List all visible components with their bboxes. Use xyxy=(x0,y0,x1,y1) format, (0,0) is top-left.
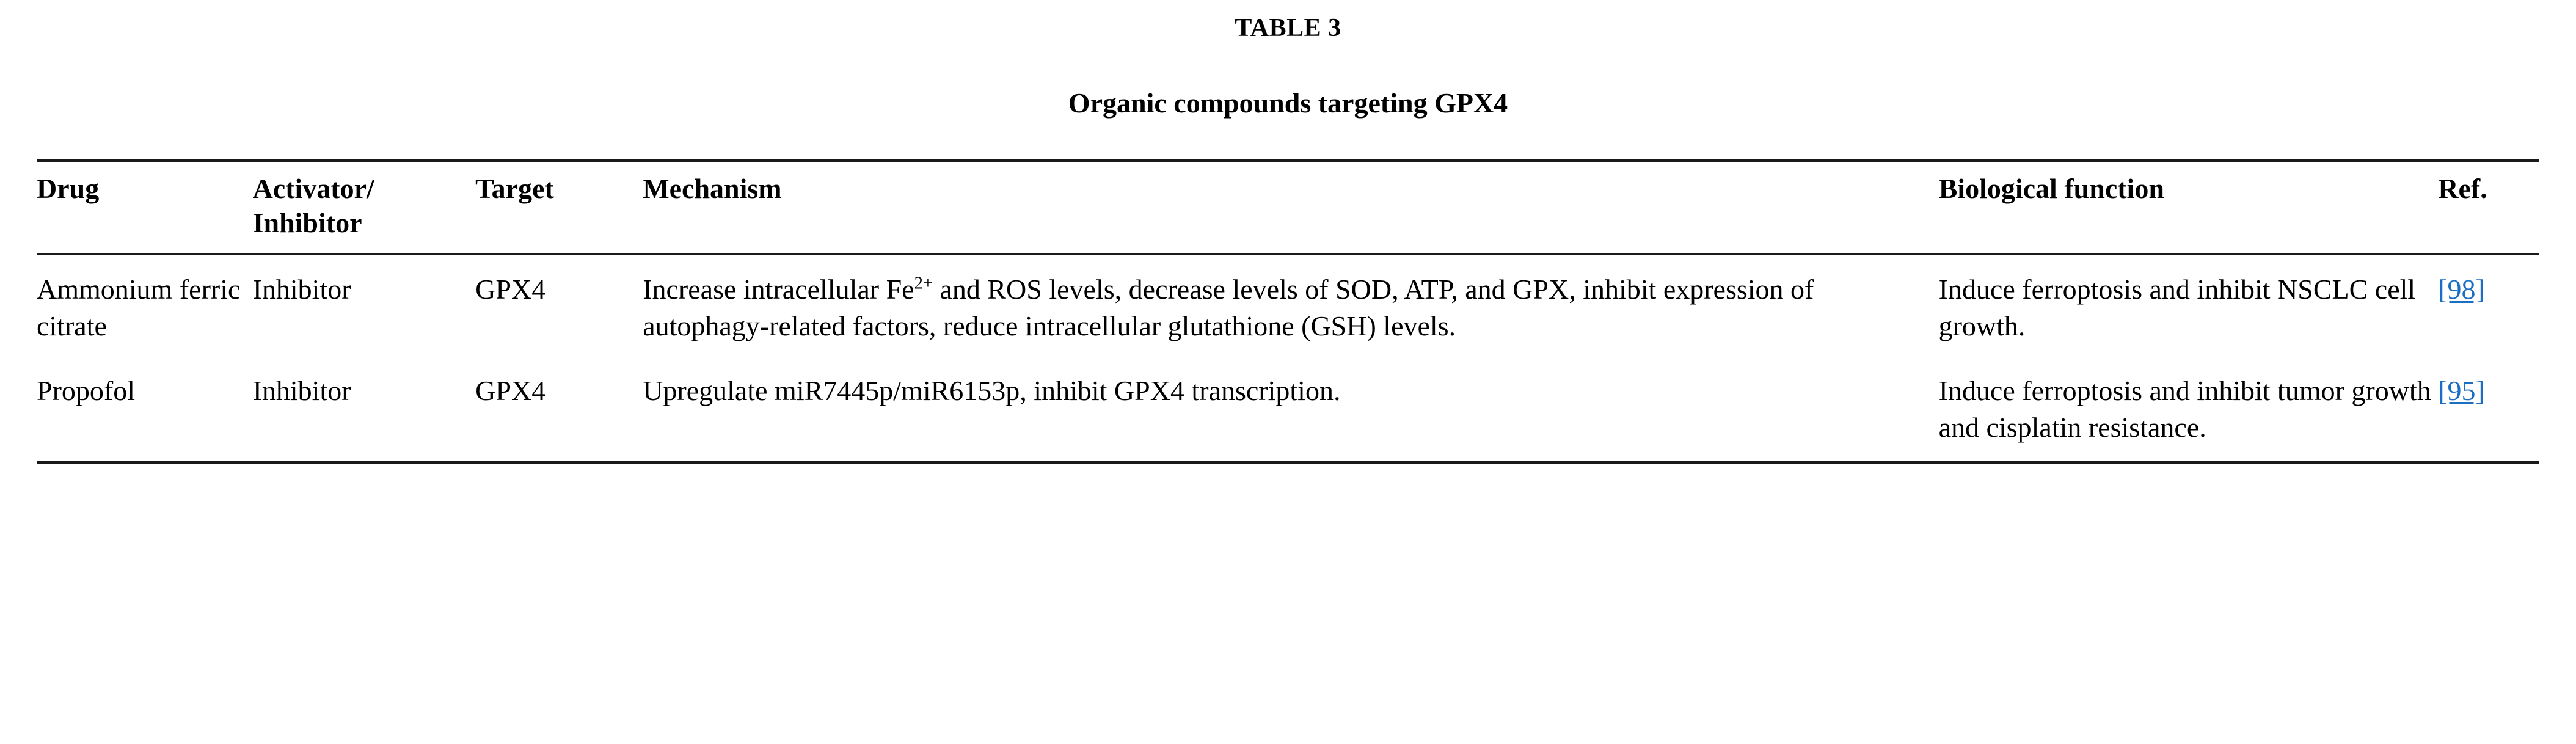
cell-drug: Propofol xyxy=(37,360,253,463)
reference-link[interactable]: [98] xyxy=(2438,274,2485,305)
cell-mechanism-superscript: 2+ xyxy=(914,274,933,293)
column-header-target: Target xyxy=(475,161,643,255)
reference-link[interactable]: [95] xyxy=(2438,374,2485,406)
cell-target: GPX4 xyxy=(475,255,643,360)
cell-target: GPX4 xyxy=(475,360,643,463)
table-row xyxy=(37,255,2539,360)
cell-mechanism xyxy=(643,360,1938,463)
table-number: TABLE 3 xyxy=(1235,14,1341,42)
cell-biological-function: Induce ferroptosis and inhibit NSCLC cell growth. xyxy=(1939,255,2439,360)
column-header-ref: Ref. xyxy=(2438,161,2539,255)
cell-ref xyxy=(2438,360,2539,463)
column-header-activator-inhibitor-line1: Activator/ xyxy=(252,173,374,204)
table-caption: Organic compounds targeting GPX4 xyxy=(1068,87,1508,119)
column-header-drug: Drug xyxy=(37,161,253,255)
cell-biological-function: Induce ferroptosis and inhibit tumor growth and cisplatin resistance. xyxy=(1939,360,2439,463)
cell-mechanism-post: and ROS levels, decrease levels of SOD, ATP, and GPX, inhibit expression of autophagy-related factors, reduce intracellular glutathione (GSH) levels. xyxy=(643,274,1814,342)
table-row xyxy=(37,360,2539,463)
cell-mechanism xyxy=(643,255,1938,360)
cell-activator-inhibitor: Inhibitor xyxy=(253,360,476,463)
table-header-row xyxy=(37,161,2539,255)
cell-drug: Ammonium ferric citrate xyxy=(37,255,253,360)
cell-ref xyxy=(2438,255,2539,360)
table-body xyxy=(37,255,2539,463)
column-header-biological-function: Biological function xyxy=(1939,161,2439,255)
table-page xyxy=(0,13,2576,744)
organic-compounds-table xyxy=(37,159,2539,464)
column-header-mechanism: Mechanism xyxy=(643,161,1938,255)
cell-mechanism-pre: Upregulate miR7445p/miR6153p, inhibit GPX4 transcription. xyxy=(643,374,1341,406)
cell-mechanism-pre: Increase intracellular Fe xyxy=(643,274,914,305)
column-header-activator-inhibitor-line2: Inhibitor xyxy=(252,207,362,239)
cell-activator-inhibitor: Inhibitor xyxy=(253,255,476,360)
column-header-activator-inhibitor xyxy=(253,161,476,255)
table-header xyxy=(37,161,2539,255)
